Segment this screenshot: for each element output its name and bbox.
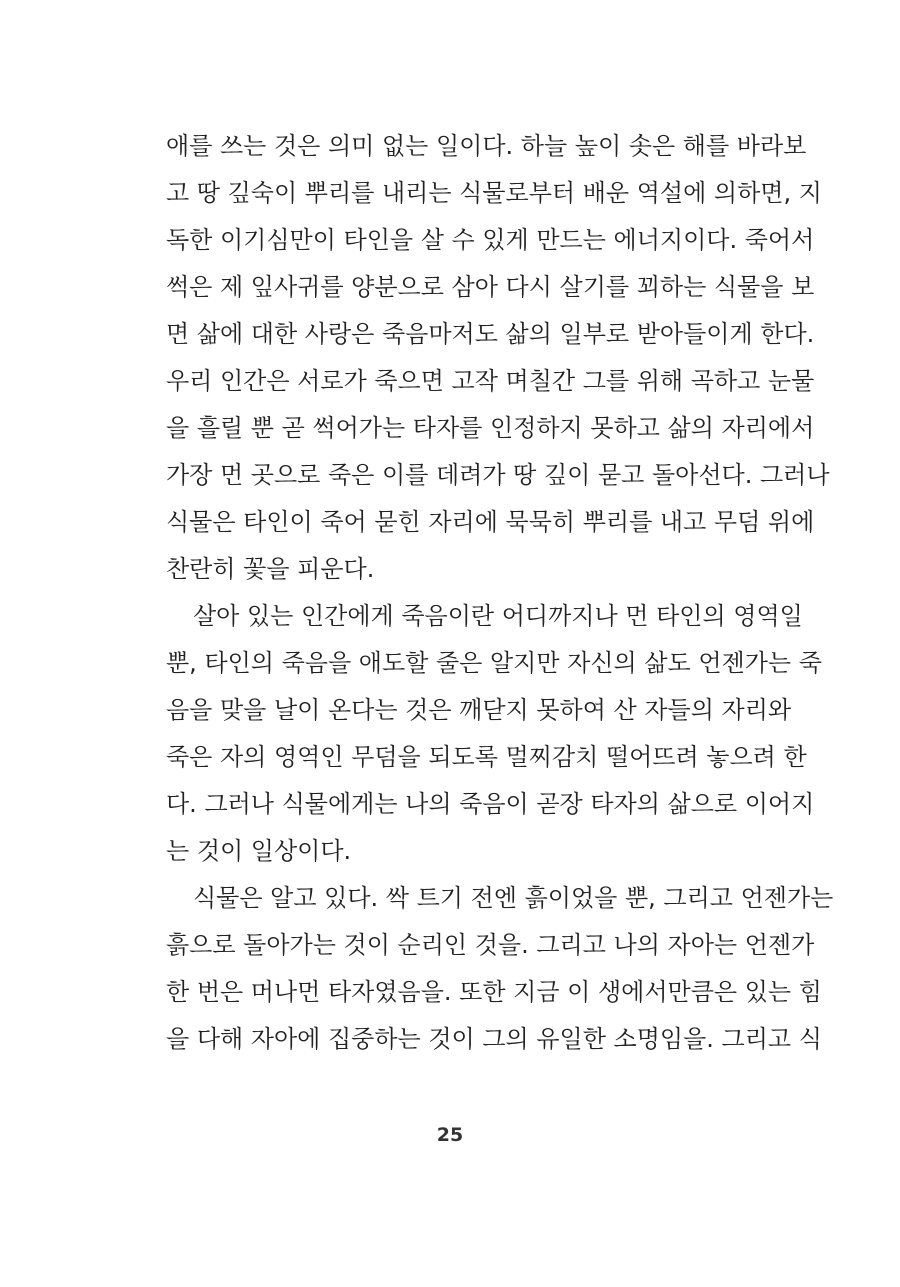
text-line: 애를 쓰는 것은 의미 없는 일이다. 하늘 높이 솟은 해를 바라보 [166, 132, 807, 160]
text-line: 식물은 타인이 죽어 묻힌 자리에 묵묵히 뿌리를 내고 무덤 위에 [166, 508, 815, 536]
text-line: 살아 있는 인간에게 죽음이란 어디까지나 먼 타인의 영역일 [193, 602, 803, 630]
text-line: 썩은 제 잎사귀를 양분으로 삼아 다시 살기를 꾀하는 식물을 보 [166, 273, 815, 301]
page-number: 25 [436, 1124, 464, 1146]
paragraph-1 [166, 128, 830, 598]
text-line: 면 삶에 대한 사랑은 죽음마저도 삶의 일부로 받아들이게 한다. [166, 320, 815, 348]
text-line: 찬란히 꽃을 피운다. [166, 555, 375, 583]
text-line: 을 다해 자아에 집중하는 것이 그의 유일한 소명임을. 그리고 식 [166, 1025, 822, 1053]
text-line: 다. 그러나 식물에게는 나의 죽음이 곧장 타자의 삶으로 이어지 [166, 790, 815, 818]
text-line: 한 번은 머나먼 타자였음을. 또한 지금 이 생에서만큼은 있는 힘 [166, 978, 822, 1006]
text-line: 고 땅 깊숙이 뿌리를 내리는 식물로부터 배운 역설에 의하면, 지 [166, 179, 822, 207]
text-line: 죽은 자의 영역인 무덤을 되도록 멀찌감치 떨어뜨려 놓으려 한 [166, 743, 807, 771]
paragraph-2 [166, 598, 822, 880]
text-line: 는 것이 일상이다. [166, 837, 352, 865]
text-line: 음을 맞을 날이 온다는 것은 깨닫지 못하여 산 자들의 자리와 [166, 696, 792, 724]
body-text [166, 128, 834, 1068]
text-line: 가장 먼 곳으로 죽은 이를 데려가 땅 깊이 묻고 돌아선다. 그러나 [166, 461, 830, 489]
paragraph-3 [166, 880, 834, 1068]
text-line: 흙으로 돌아가는 것이 순리인 것을. 그리고 나의 자아는 언젠가 [166, 931, 815, 959]
text-line: 뿐, 타인의 죽음을 애도할 줄은 알지만 자신의 삶도 언젠가는 죽 [166, 649, 822, 677]
text-line: 을 흘릴 뿐 곧 썩어가는 타자를 인정하지 못하고 삶의 자리에서 [166, 414, 815, 442]
text-line: 식물은 알고 있다. 싹 트기 전엔 흙이었을 뿐, 그리고 언젠가는 [193, 884, 834, 912]
text-line: 독한 이기심만이 타인을 살 수 있게 만드는 에너지이다. 죽어서 [166, 226, 815, 254]
text-line: 우리 인간은 서로가 죽으면 고작 며칠간 그를 위해 곡하고 눈물 [166, 367, 815, 395]
